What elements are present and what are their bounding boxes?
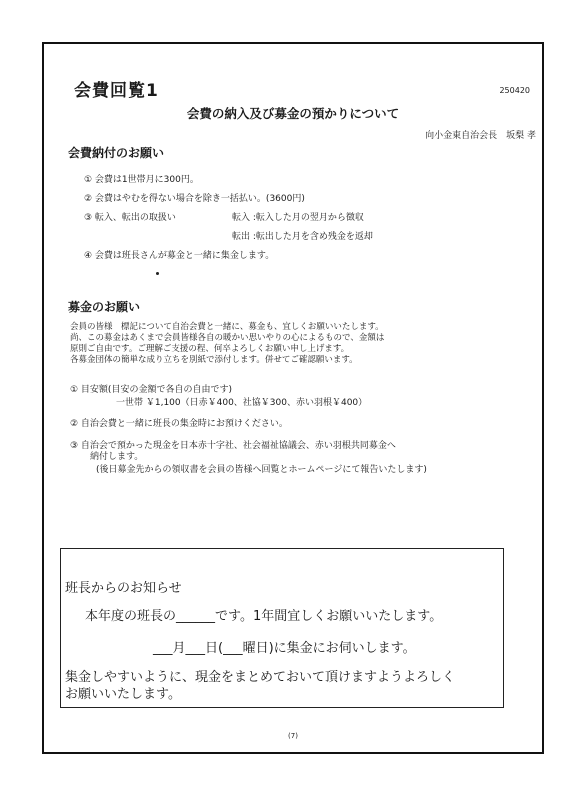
notice-line-3b: お願いいたします。: [65, 687, 181, 702]
page-number: (7): [288, 732, 298, 740]
paragraph-line: 原則ご自由です。ご理解ご支援の程、何卒よろしくお願い申し上げます。: [70, 344, 350, 354]
fee-item-1: ① 会費は1世帯月に300円。: [84, 175, 199, 185]
fee-item-4: ④ 会費は班長さんが募金と一緒に集金します。: [84, 251, 275, 261]
group-leader-notice-box: [60, 548, 504, 708]
transfer-in-rule: 転入 :転入した月の翌月から徴収: [232, 213, 364, 223]
author-line: 向小金東自治会長 坂梨 孝: [425, 131, 536, 141]
fee-item-2: ② 会費はやむを得ない場合を除き一括払い。(3600円): [84, 194, 305, 204]
stray-mark: [156, 272, 159, 275]
donation-item-2: ② 自治会費と一緒に班長の集金時にお預けください。: [70, 419, 288, 429]
section-heading-donation: 募金のお願い: [68, 300, 141, 314]
section-heading-fee: 会費納付のお願い: [68, 146, 165, 160]
donation-item-3-cont: 納付します。: [90, 452, 144, 462]
document-code: 250420: [499, 86, 530, 95]
transfer-out-rule: 転出 :転出した月を含め残金を返却: [232, 232, 373, 242]
donation-paragraph: [70, 322, 384, 366]
donation-item-1-amount: 一世帯 ￥1,100（日赤￥400、社協￥300、赤い羽根￥400）: [116, 398, 368, 408]
document-subtitle: 会費の納入及び募金の預かりについて: [186, 106, 400, 121]
fee-item-3: ③ 転入、転出の取扱い: [84, 213, 176, 223]
notice-line-3: [65, 669, 455, 703]
notice-line-3a: 集金しやすいように、現金をまとめておいて頂けますようよろしく: [65, 670, 456, 685]
donation-item-1: ① 目安額(目安の金額で各自の自由です): [70, 385, 232, 395]
document-title: 会費回覧1: [74, 81, 159, 101]
donation-item-3-note: (後日募金先からの領収書を会員の皆様へ回覧とホームページにて報告いたします): [96, 465, 427, 475]
document-page: [42, 42, 544, 754]
notice-title: 班長からのお知らせ: [65, 581, 182, 596]
paragraph-line: 会員の皆様 標記について自治会費と一緒に、募金も、宜しくお願いいたします。: [70, 322, 384, 332]
paragraph-line: 尚、この募金はあくまで会員皆様各自の暖かい思いやりの心によるもので、金額は: [70, 333, 385, 343]
paragraph-line: 各募金団体の簡単な成り立ちを別紙で添付します。併せてご確認願います。: [70, 355, 358, 365]
notice-line-2: ___月___日(___曜日)に集金にお伺いします。: [153, 641, 416, 656]
notice-line-1: 本年度の班長の______です。1年間宜しくお願いいたします。: [85, 609, 443, 624]
donation-item-3: ③ 自治会で預かった現金を日本赤十字社、社会福祉協議会、赤い羽根共同募金へ: [70, 441, 396, 451]
